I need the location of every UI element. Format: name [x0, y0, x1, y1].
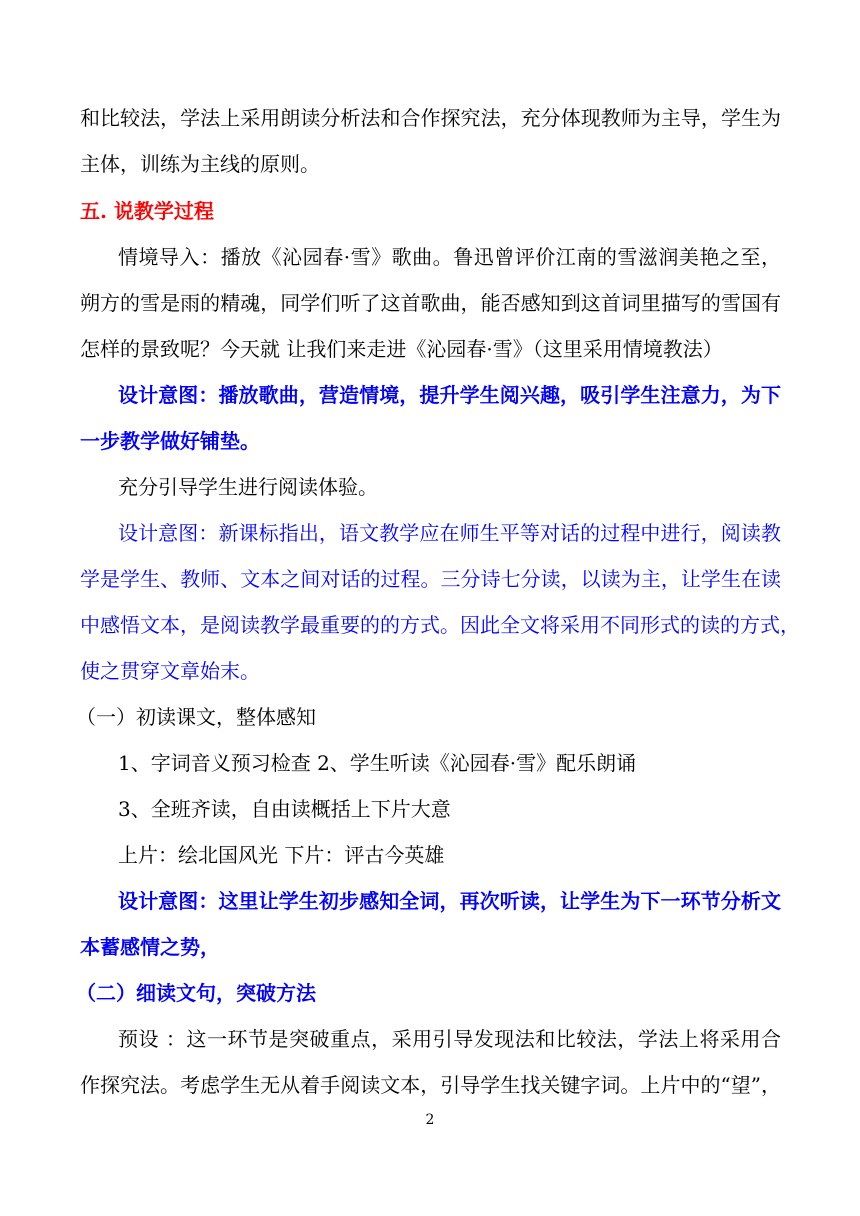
page-number: 2	[425, 1112, 435, 1128]
paragraph-line: 充分引导学生进行阅读体验。	[118, 475, 378, 499]
subsection-heading: （一）初读课文，整体感知	[76, 705, 316, 729]
paragraph-line: 情境导入：播放《沁园春·雪》歌曲。鲁迅曾评价江南的雪滋润美艳之至，	[118, 245, 781, 269]
paragraph-line: 3、全班齐读，自由读概括上下片大意	[118, 797, 451, 821]
paragraph-line: 怎样的景致呢？今天就 让我们来走进《沁园春·雪》（这里采用情境教法）	[80, 337, 723, 361]
paragraph-line: 预设 ：这一环节是突破重点，采用引导发现法和比较法，学法上将采用合	[118, 1027, 781, 1051]
design-intent-line: 使之贯穿文章始末。	[80, 659, 260, 683]
design-intent-line: 设计意图：播放歌曲，营造情境，提升学生阅兴趣，吸引学生注意力，为下	[118, 383, 781, 407]
design-intent-line: 一步教学做好铺垫。	[80, 429, 260, 453]
design-intent-line: 中感悟文本，是阅读教学最重要的的方式。因此全文将采用不同形式的读的方式，	[80, 613, 800, 637]
paragraph-line: 作探究法。考虑学生无从着手阅读文本，引导学生找关键字词。上片中的“望”，	[80, 1073, 781, 1097]
paragraph-line: 上片：绘北国风光 下片：评古今英雄	[118, 843, 445, 867]
subsection-heading: （二）细读文句，突破方法	[76, 981, 316, 1005]
design-intent-line: 设计意图：这里让学生初步感知全词，再次听读，让学生为下一环节分析文	[118, 889, 781, 913]
paragraph-line: 1、字词音义预习检查 2、学生听读《沁园春·雪》配乐朗诵	[118, 751, 637, 775]
section-heading: 五. 说教学过程	[80, 199, 214, 223]
design-intent-line: 学是学生、教师、文本之间对话的过程。三分诗七分读，以读为主，让学生在读	[80, 567, 781, 591]
design-intent-line: 本蓄感情之势，	[80, 935, 220, 959]
design-intent-line: 设计意图：新课标指出，语文教学应在师生平等对话的过程中进行，阅读教	[118, 521, 781, 545]
paragraph-line: 主体，训练为主线的原则。	[80, 152, 320, 176]
paragraph-line: 和比较法，学法上采用朗读分析法和合作探究法，充分体现教师为主导，学生为	[80, 106, 781, 130]
paragraph-line: 朔方的雪是雨的精魂，同学们听了这首歌曲，能否感知到这首词里描写的雪国有	[80, 291, 781, 315]
